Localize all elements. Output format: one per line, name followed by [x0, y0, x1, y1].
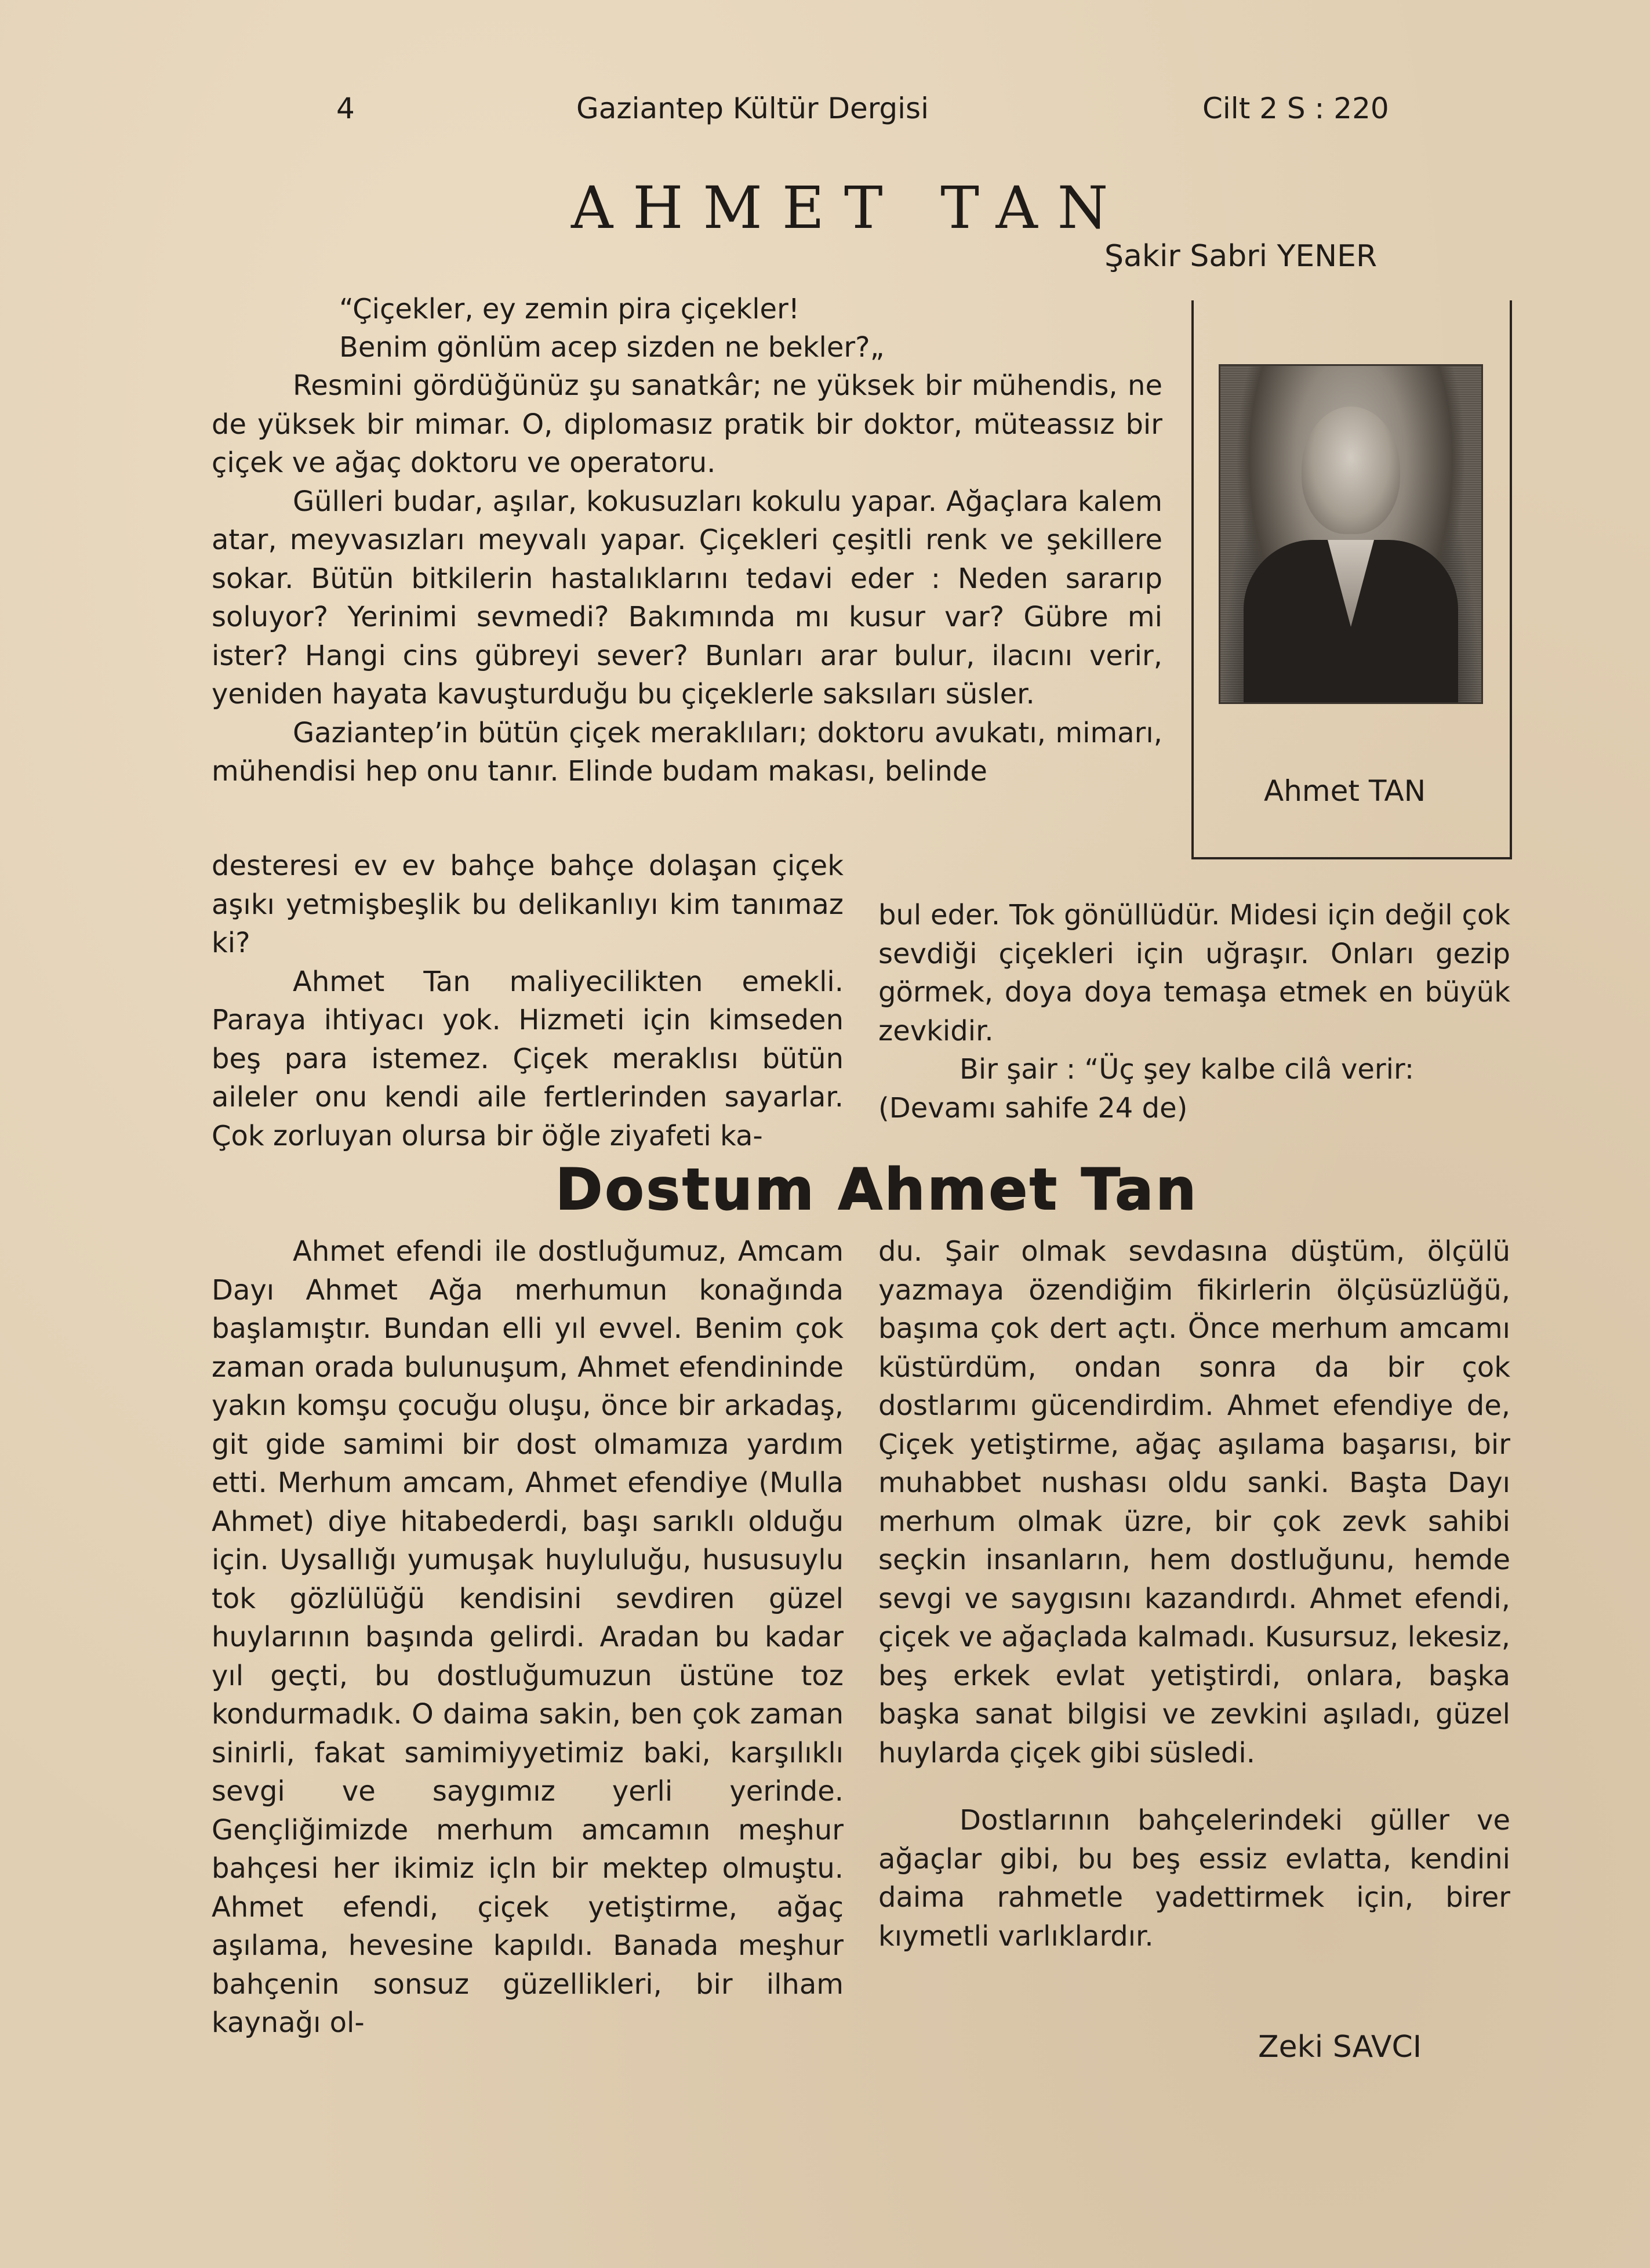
- opening-quote: [212, 290, 1157, 366]
- article-body-top: [212, 366, 1160, 791]
- second-article-signature: Zeki SAVCI: [1258, 2030, 1422, 2064]
- page-number: 4: [336, 92, 355, 125]
- paragraph-2: Gülleri budar, aşılar, kokusuzları kokulu yapar. Ağaçlara kalem atar, meyvasızları meyvalı yapar. Çiçekleri çeşitli renk ve şekillere sokar. Bütün bitkilerin hastalıklarını tedavi eder : Neden sararıp soluyor? Yerinimi sevmedi? Bakımında mı kusur var? Gübre mi ister? Hangi cins gübreyi sever? Bunları arar bulur, ilacını verir, yeniden hayata kavuşturduğu bu çiçeklerle saksıları süsler.: [212, 485, 1162, 710]
- article-title: AHMET TAN: [571, 174, 1128, 242]
- second-article-title: Dostum Ahmet Tan: [555, 1157, 1199, 1223]
- second-paragraph-right-2: Dostlarının bahçelerindeki güller ve ağaçlar gibi, bu beş essiz evlatta, kendini daima rahmetle yadettirmek için, birer kıymetli varlıklardır.: [878, 1804, 1510, 1953]
- second-paragraph-right: du. Şair olmak sevdasına düştüm, ölçülü yazmaya özendiğim fikirlerin ölçüsüzlüğü, başıma çok dert açtı. Önce merhum amcamı küstürdüm, ondan sonra da bir çok dostlarımı gücendirdim. Ahmet efendiye de, Çiçek yetiştirme, ağaç aşılama başarısı, bir muhabbet nushası oldu sanki. Başta Dayı merhum olmak üzre, bir çok zevk sahibi seçkin insanların, hem dostluğunu, hemde sevgi ve saygısını kazandırdı. Ahmet efendi, çiçek ve ağaçlada kalmadı. Kusursuz, lekesiz, beş erkek evlat yetiştirdi, onlara, başka başka sanat bilgisi ve zevkini aşıladı, güzel huylarda çiçek gibi süsledi.: [878, 1235, 1510, 1769]
- quote-line-2: Benim gönlüm acep sizden ne bekler?„: [339, 331, 885, 364]
- volume-issue: Cilt 2 S : 220: [1202, 92, 1389, 125]
- paragraph-3: Gaziantep’in bütün çiçek meraklıları; doktoru avukatı, mimarı, mühendisi hep onu tanır. Elinde budam makası, belinde: [212, 716, 1162, 788]
- article-body-right: [878, 896, 1510, 1127]
- second-paragraph-left: Ahmet efendi ile dostluğumuz, Amcam Dayı Ahmet Ağa merhumun konağında başlamıştır. Bundan elli yıl evvel. Benim çok zaman orada bulunuşum, Ahmet efendininde yakın komşu çocuğu oluşu, önce bir arkadaş, git gide samimi bir dost olmamıza yardım etti. Merhum amcam, Ahmet efendiye (Mulla Ahmet) diye hitabederdi, başı sarıklı olduğu için. Uysallığı yumuşak huyluluğu, hususuylu tok gözlülüğü kendisini sevdiren güzel huylarının başında gelirdi. Aradan bu kadar yıl geçti, bu dostluğumuzun üstüne toz kondurmadık. O daima sakin, ben çok zaman sinirli, fakat samimiyyetimiz baki, karşılıklı sevgi ve saygımız yerli yerinde. Gençliğimizde merhum amcamın meşhur bahçesi her ikimiz içln bir mektep olmuştu. Ahmet efendi, çiçek yetiştirme, ağaç aşılama, hevesine kapıldı. Banada meşhur bahçenin sonsuz güzellikleri, bir ilham kaynağı ol-: [212, 1235, 844, 2039]
- second-article-right: [878, 1232, 1510, 1955]
- paragraph-3-cont: desteresi ev ev bahçe bahçe dolaşan çiçek aşıkı yetmişbeşlik bu delikanlıyı kim tanımaz ki?: [212, 850, 844, 959]
- paragraph-4: Ahmet Tan maliyecilikten emekli. Paraya ihtiyacı yok. Hizmeti için kimseden beş para istemez. Çiçek meraklısı bütün aileler onu kendi aile fertlerinden sayarlar. Çok zorluyan olursa bir öğle ziyafeti ka-: [212, 965, 844, 1152]
- poet-line: Bir şair : “Üç şey kalbe cilâ verir:: [960, 1053, 1415, 1086]
- article-author: Şakir Sabri YENER: [1104, 239, 1378, 274]
- continued-note: (Devamı sahife 24 de): [878, 1091, 1188, 1124]
- portrait-photo: [1219, 364, 1483, 704]
- portrait-face: [1302, 407, 1400, 534]
- paragraph-4-cont: bul eder. Tok gönüllüdür. Midesi için değil çok sevdiği çiçekleri için uğraşır. Onları gezip görmek, doya doya temaşa etmek en büyük zevkidir.: [878, 899, 1510, 1047]
- second-article-left: [212, 1232, 844, 2042]
- quote-line-1: “Çiçekler, ey zemin pira çiçekler!: [339, 293, 800, 325]
- article-body-left: [212, 847, 844, 1155]
- paragraph-1: Resmini gördüğünüz şu sanatkâr; ne yüksek bir mühendis, ne de yüksek bir mimar. O, diplomasız pratik bir doktor, müteassız bir çiçek ve ağaç doktoru ve operatoru.: [212, 369, 1162, 479]
- journal-name: Gaziantep Kültür Dergisi: [576, 92, 929, 125]
- photo-caption: Ahmet TAN: [1264, 774, 1426, 808]
